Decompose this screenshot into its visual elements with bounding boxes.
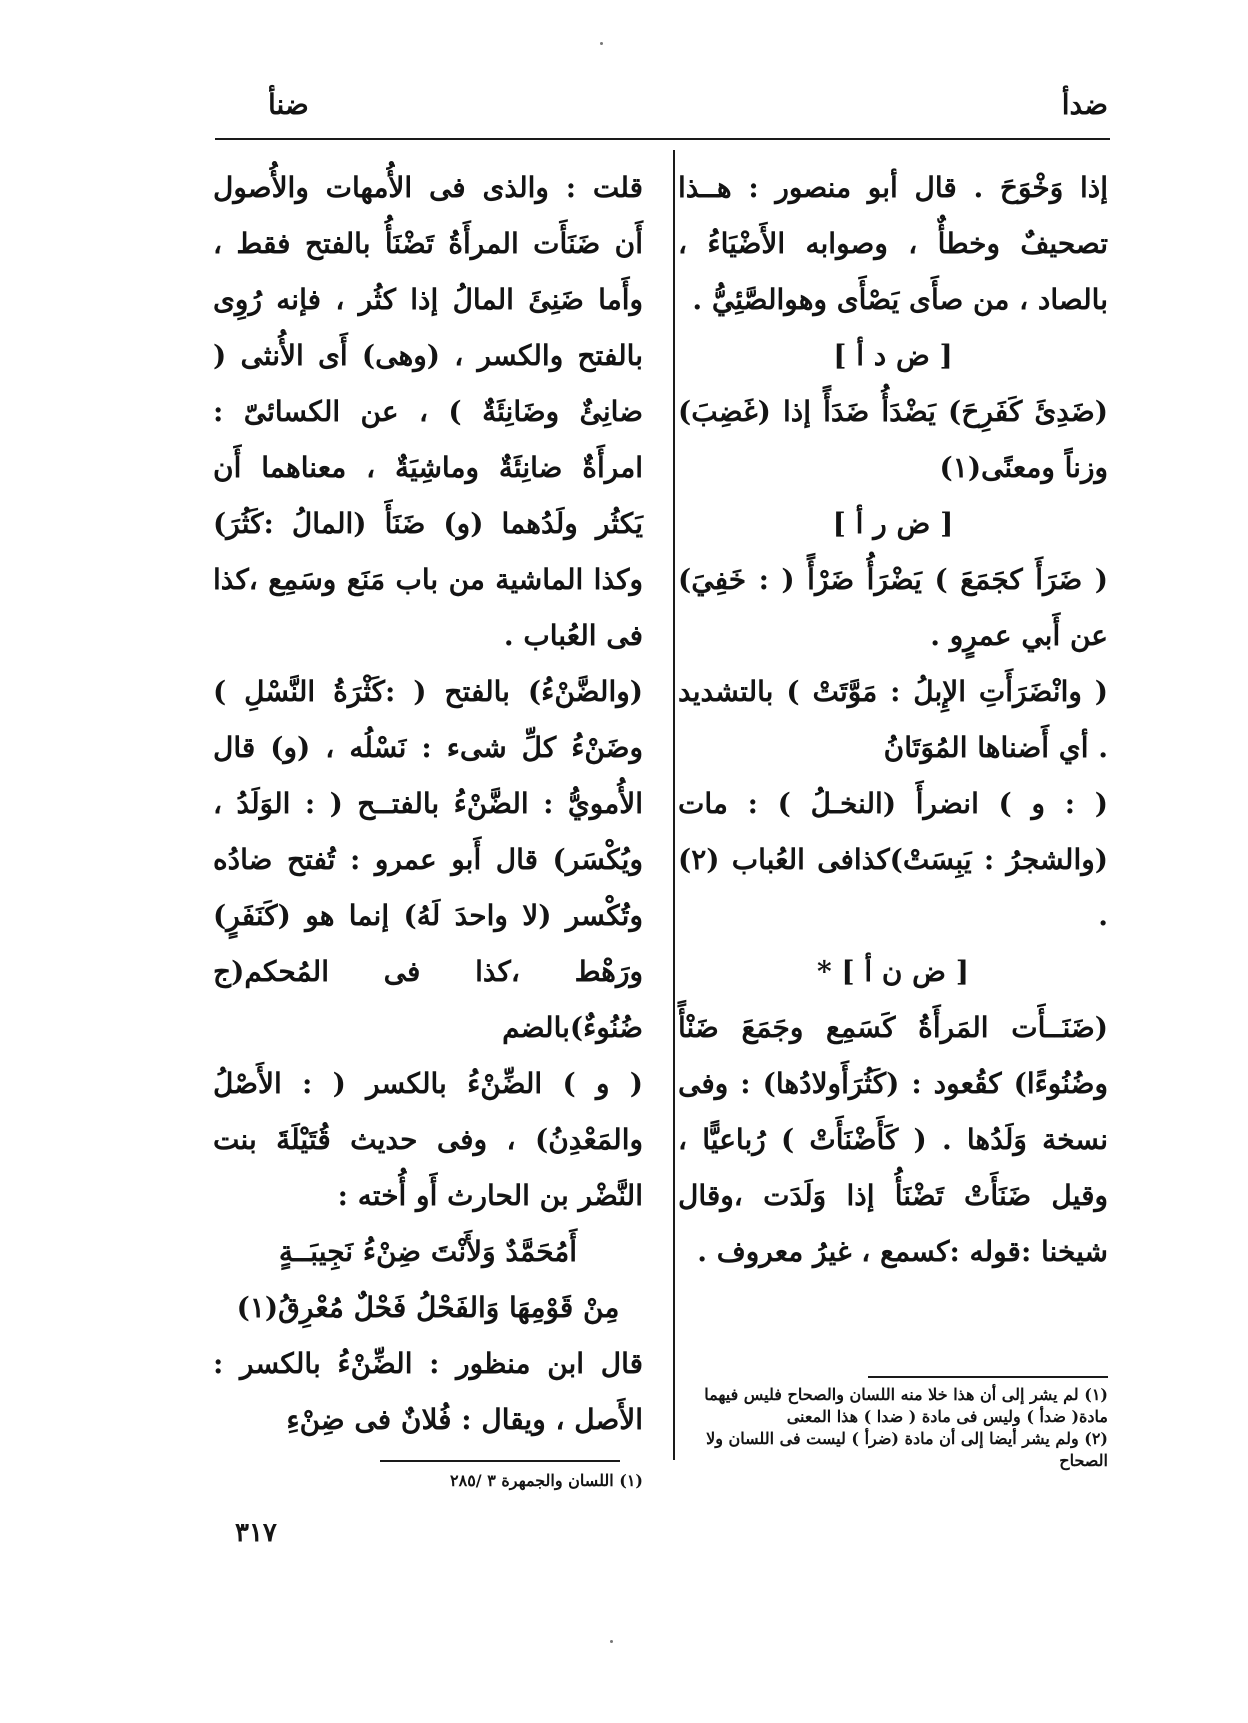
left-column: [213, 160, 643, 1448]
header-rule: [215, 138, 1110, 140]
entry-heading: [ ض ر أ ]: [832, 507, 954, 540]
paragraph: إذا وَخْوَحَ . قال أبو منصور : هــذا تصحيفٌ وخطأٌ ، وصوابه الأَضْيَاءُ ، بالصاد ، من صأَى يَصْأَى وهوالصَّئِيُّ .: [678, 171, 1108, 316]
paragraph: ( و ) الضِّنْءُ بالكسر ( : الأَصْلُ والمَعْدِنُ) ، وفى حديث قُتَيْلَةَ بنت النَّضْر بن الحارث أَو أُخته :: [213, 1067, 643, 1212]
right-footnotes: [678, 1384, 1108, 1472]
paragraph: (والضَّنْءُ) بالفتح ( :كَثْرَةُ النَّسْلِ ) وضَنْءُ كلِّ شىء : نَسْلُه ، (و) قال الأُمويُّ : الضَّنْءُ بالفتــح ( : الوَلَدُ ، ويُكْسَر) قال أَبو عمرو : تُفتح ضادُه وتُكْسر (لا واحدَ لَهُ) إنما هو (كَنَفَرٍ) ورَهْط ،كذا فى المُحكم(ج ضُنُوءٌ)بالضم: [213, 675, 643, 1044]
paragraph: ( : و ) انضرأَ (النخـلُ ) : مات (والشجرُ : يَبِسَتْ)كذافى العُباب (٢) .: [678, 787, 1108, 932]
column-divider: [673, 150, 675, 1460]
page-number: ٣١٧: [235, 1518, 277, 1548]
paragraph: (ضَنَــأَت المَرأَةُ كَسَمِع وجَمَعَ ضَنْأً وضُنُوءًا) كقُعود : (كَثُرَأَولادُها) : وفى نسخة وَلَدُها . ( كَأَضْنَأَتْ ) رُباعيًّا ، وقيل ضَنَأَتْ تَضْنَأُ إذا وَلَدَت ،وقال شيخنا :قوله :كسمع ، غيرُ معروف .: [678, 1011, 1108, 1268]
paragraph: (ضَدِئَ كَفَرِحَ) يَضْدَأُ ضَدَأً إذا (غَضِبَ) وزناً ومعنًى(١): [678, 395, 1108, 484]
footnote: (١) اللسان والجمهرة ٣ /٢٨٥: [450, 1471, 643, 1490]
running-head-right: ضدأ: [1061, 88, 1108, 121]
paragraph: ( ضَرَأَ كجَمَعَ ) يَضْرَأُ ضَرْأً ( : خَفِيَ) عن أَبي عمرٍو .: [678, 563, 1108, 652]
left-footnotes: [213, 1470, 643, 1492]
scan-speck: [600, 42, 603, 45]
scan-speck: [610, 1640, 613, 1643]
right-column: [678, 160, 1108, 1280]
paragraph: ( وانْضَرَأَتِ الإِبلُ : مَوَّتَتْ ) بالتشديد . أي أَضناها المُوَتَانُ: [678, 675, 1108, 764]
paragraph: قال ابن منظور : الضِّنْءُ بالكسر : الأَصل ، ويقال : فُلانٌ فى ضِنْءِ: [213, 1347, 643, 1436]
verse-line: مِنْ قَوْمِهَا وَالفَحْلُ فَحْلٌ مُعْرِقُ(١): [236, 1291, 620, 1324]
paragraph: قلت : والذى فى الأُمهات والأُصول أَن ضَنَأَت المرأَةُ تَضْنَأُ بالفتح فقط ، وأَما ضَنِئَ المالُ إذا كثُر ، فإنه رُوِى بالفتح والكسر ، (وهى) أَى الأُنثى ( ضانِئٌ وضَانِئَةٌ ) ، عن الكسائىّ : امرأَةٌ ضانِئَةٌ وماشِيَةٌ ، معناهما أَن يَكثُر ولَدُهما (و) ضَنَأَ (المالُ :كَثُرَ) وكذا الماشية من باب مَنَع وسَمِع ،كذا فى العُباب .: [213, 171, 643, 652]
entry-heading: [ ض د أ ]: [833, 339, 953, 372]
footnote-rule: [380, 1460, 620, 1462]
footnote: (٢) ولم يشر أيضا إلى أن مادة (ضرأ ) ليست فى اللسان ولا الصحاح: [706, 1429, 1108, 1470]
footnote: (١) لم يشر إلى أن هذا خلا منه اللسان والصحاح فليس فيهما مادة( ضدأ ) وليس فى مادة ( ضدا ) هذا المعنى: [704, 1385, 1108, 1426]
verse-line: أَمُحَمَّدٌ وَلأَنْتَ ضِنْءُ نَجِيبَــةٍ: [278, 1235, 578, 1268]
entry-heading: [ ض ن أ ] *: [816, 955, 970, 988]
footnote-rule: [868, 1376, 1108, 1378]
running-head-left: ضنأ: [268, 88, 309, 121]
